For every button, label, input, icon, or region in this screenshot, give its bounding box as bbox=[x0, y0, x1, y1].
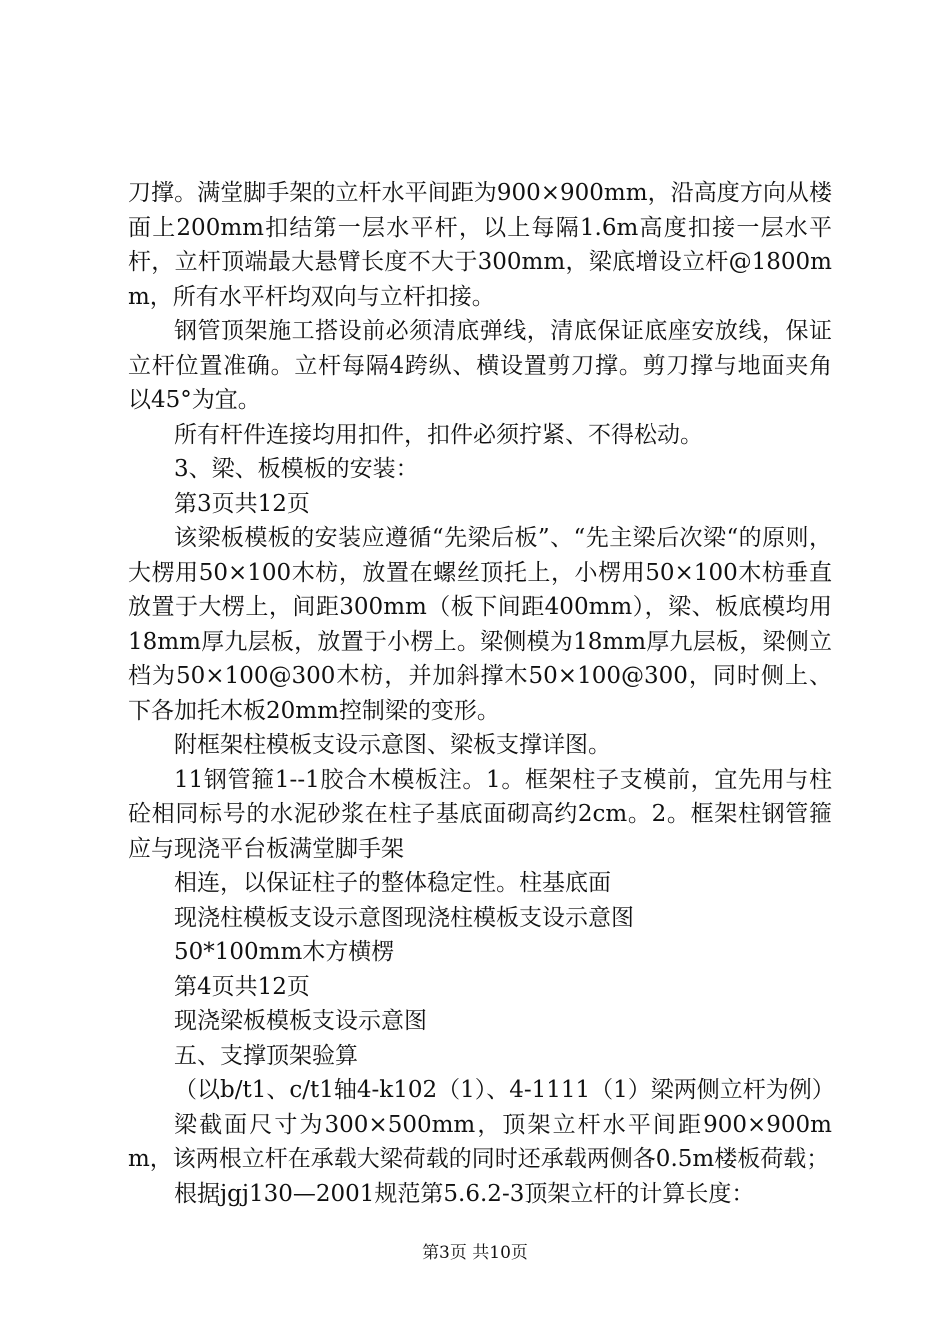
paragraph-2: 钢管顶架施工搭设前必须清底弹线，清底保证底座安放线，保证立杆位置准确。立杆每隔4跨纵、横设置剪刀撑。剪刀撑与地面夹角以45°为宜。 bbox=[128, 318, 832, 413]
section-heading-beam-slab-formwork: 3、梁、板模板的安装： bbox=[174, 456, 419, 482]
figure-caption-column: 现浇柱模板支设示意图现浇柱模板支设示意图 bbox=[174, 904, 634, 931]
page-footer: 第3页 共10页 bbox=[422, 1243, 528, 1263]
paragraph-9: 相连，以保证柱子的整体稳定性。柱基底面 bbox=[174, 870, 611, 896]
paragraph-8: 11钢管箍1--1胶合木模板注。1。框架柱子支模前，宜先用与柱砼相同标号的水泥砂浆在柱子基底面砌高约2cm。2。框架柱钢管箍应与现浇平台板满堂脚手架 bbox=[128, 766, 832, 862]
inline-page-marker-4: 第4页共12页 bbox=[174, 973, 310, 1000]
figure-caption-beam-slab: 现浇梁板模板支设示意图 bbox=[174, 1008, 427, 1034]
paragraph-17: 根据jgj130—2001规范第5.6.2-3顶架立杆的计算长度： bbox=[174, 1180, 755, 1207]
paragraph-1: 刀撑。满堂脚手架的立杆水平间距为900×900mm，沿高度方向从楼面上200mm扣结第一层水平杆，以上每隔1.6m高度扣接一层水平杆，立杆顶端最大悬臂长度不大于300mm，梁底增设立杆@1800mm，所有水平杆均双向与立杆扣接。 bbox=[128, 180, 832, 310]
paragraph-7: 附框架柱模板支设示意图、梁板支撑详图。 bbox=[174, 732, 611, 758]
paragraph-6: 该梁板模板的安装应遵循“先梁后板”、“先主梁后次梁“的原则，大楞用50×100木枋，放置在螺丝顶托上，小楞用50×100木枋垂直放置于大楞上，间距300mm（板下间距400mm），梁、板底模均用18mm厚九层板，放置于小楞上。梁侧模为18mm厚九层板，梁侧立档为50×100@300木枋，并加斜撑木50×100@300，同时侧上、下各加托木板20mm控制梁的变形。 bbox=[128, 525, 832, 724]
paragraph-15: （以b/t1、c/t1轴4-k102（1）、4-1111（1）梁两侧立杆为例） bbox=[174, 1077, 835, 1103]
paragraph-16: 梁截面尺寸为300×500mm，顶架立杆水平间距900×900mm，该两根立杆在承载大梁荷载的同时还承载两侧各0.5m楼板荷载； bbox=[128, 1111, 832, 1172]
section-heading-support-check: 五、支撑顶架验算 bbox=[174, 1042, 358, 1069]
inline-page-marker-3: 第3页共12页 bbox=[174, 490, 310, 517]
document-body bbox=[128, 176, 835, 1211]
paragraph-3: 所有杆件连接均用扣件，扣件必须拧紧、不得松动。 bbox=[174, 421, 703, 448]
figure-label-timber: 50*100mm木方横楞 bbox=[174, 939, 395, 965]
